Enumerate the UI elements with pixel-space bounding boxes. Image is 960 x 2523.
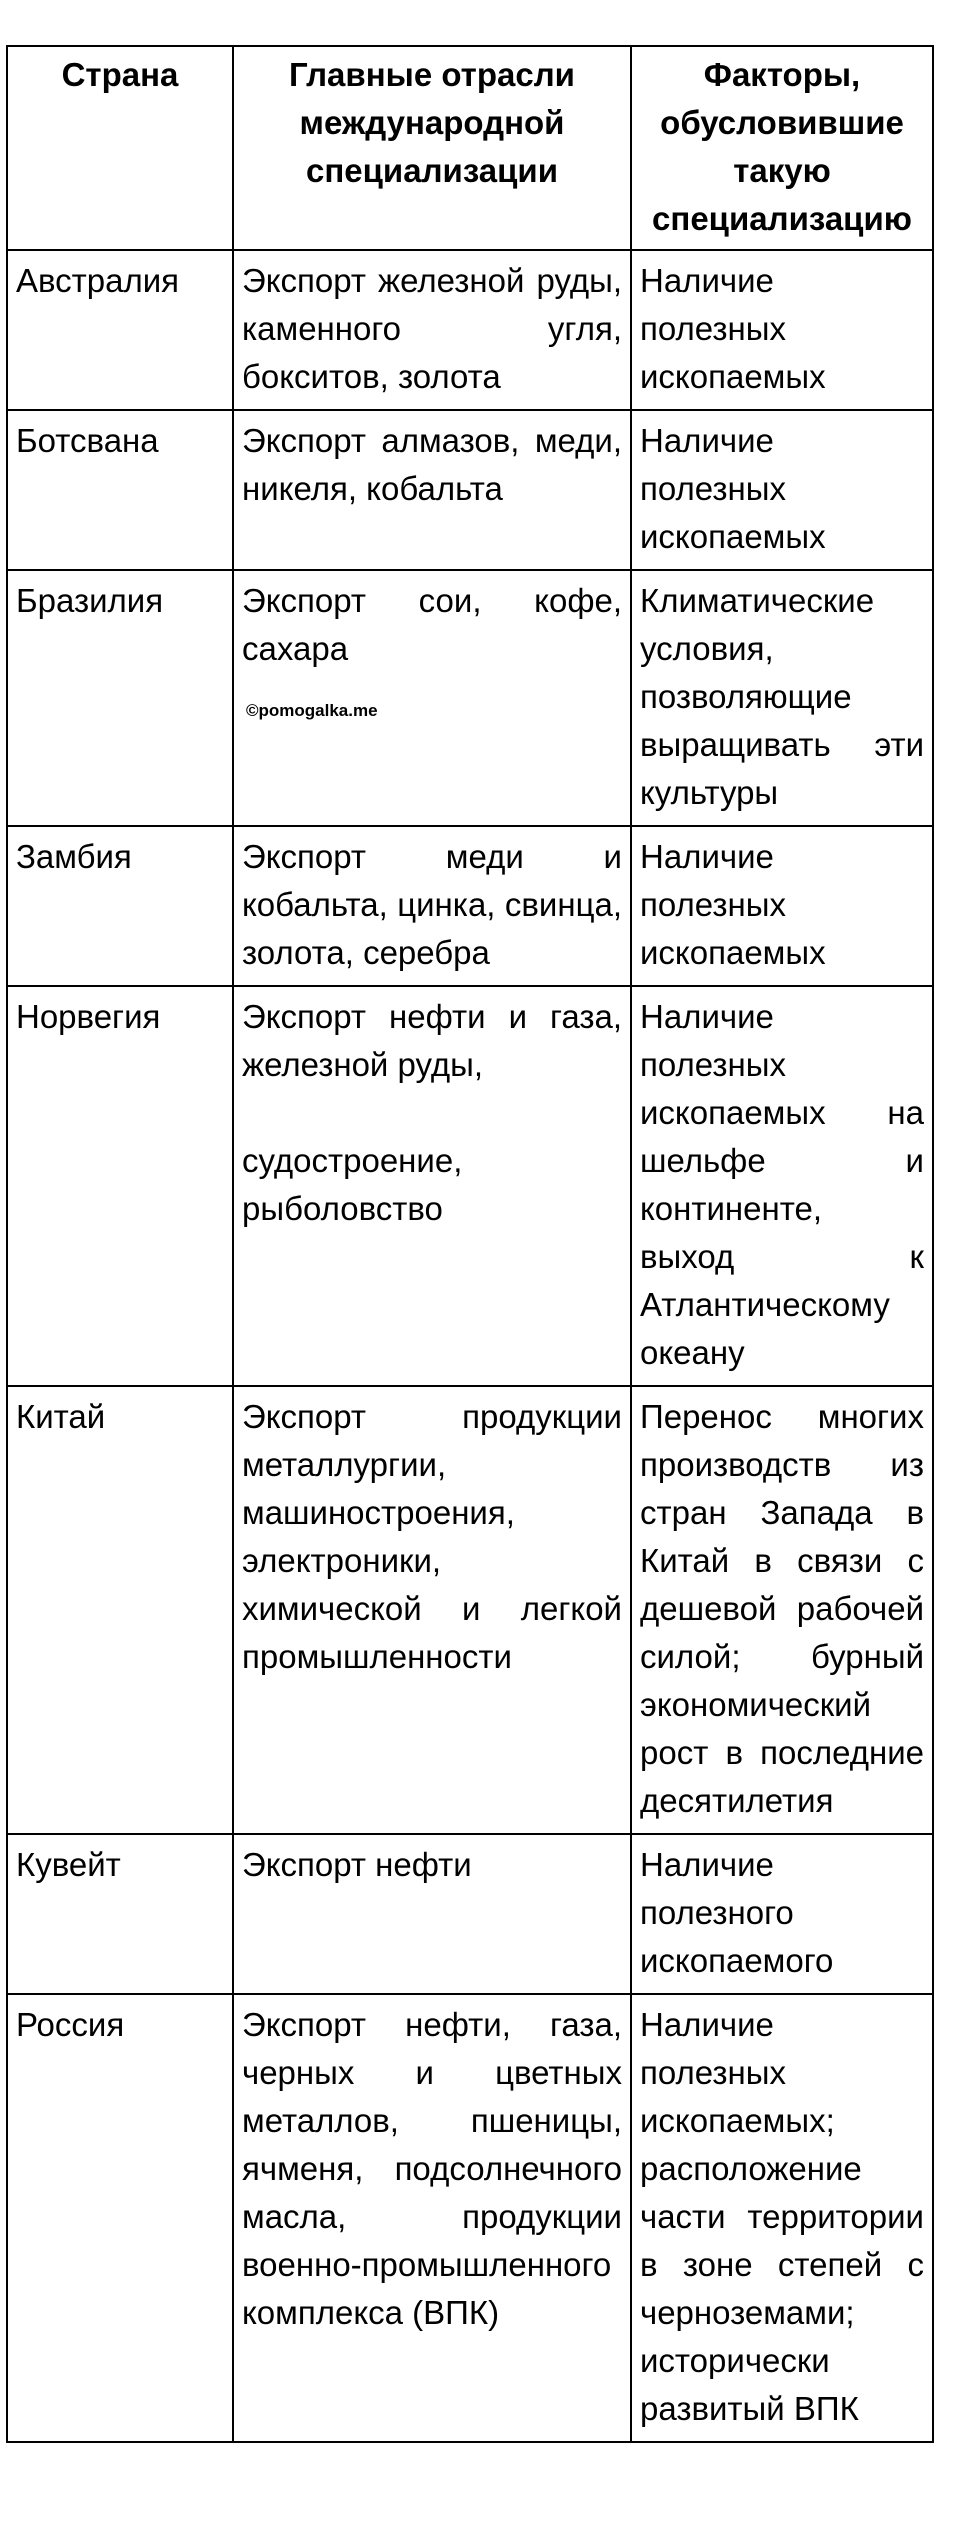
industries-cell: Экспорт алмазов, меди, никеля, кобальта bbox=[233, 410, 631, 570]
table-row bbox=[7, 1834, 933, 1994]
factors-cell: Наличие полезных ископаемых на шельфе и континенте, выход к Атлантическому океану bbox=[631, 986, 933, 1386]
country-cell: Норвегия bbox=[7, 986, 233, 1386]
table-row bbox=[7, 986, 933, 1386]
industries-cell: Экспорт продукции металлургии, машиностроения, электроники, химической и легкой промышленности bbox=[233, 1386, 631, 1834]
table-row bbox=[7, 826, 933, 986]
country-cell: Австралия bbox=[7, 250, 233, 410]
factors-cell: Наличие полезного ископаемого bbox=[631, 1834, 933, 1994]
industries-cell: Экспорт меди и кобальта, цинка, свинца, золота, серебра bbox=[233, 826, 631, 986]
factors-cell: Наличие полезных ископаемых bbox=[631, 826, 933, 986]
factors-cell: Наличие полезных ископаемых bbox=[631, 250, 933, 410]
factors-cell: Наличие полезных ископаемых bbox=[631, 410, 933, 570]
table-row bbox=[7, 1994, 933, 2442]
factors-cell: Наличие полезных ископаемых; расположение части территории в зоне степей с черноземами; исторически развитый ВПК bbox=[631, 1994, 933, 2442]
industries-cell: Экспорт нефти bbox=[233, 1834, 631, 1994]
specialization-table bbox=[6, 45, 934, 2443]
header-country: Страна bbox=[7, 46, 233, 250]
country-cell: Китай bbox=[7, 1386, 233, 1834]
factors-cell: Перенос многих производств из стран Запада в Китай в связи с дешевой рабочей силой; бурный экономический рост в последние десятилетия bbox=[631, 1386, 933, 1834]
table-row bbox=[7, 250, 933, 410]
factors-cell: Климатические условия, позволяющие выращивать эти культуры bbox=[631, 570, 933, 826]
watermark-text: ©pomogalka.me bbox=[246, 701, 378, 720]
country-cell: Россия bbox=[7, 1994, 233, 2442]
industries-cell bbox=[233, 570, 631, 826]
industries-cell: Экспорт нефти, газа, черных и цветных металлов, пшеницы, ячменя, подсолнечного масла, продукции военно-промышленного комплекса (ВПК) bbox=[233, 1994, 631, 2442]
country-cell: Бразилия bbox=[7, 570, 233, 826]
header-industries: Главные отрасли международной специализации bbox=[233, 46, 631, 250]
country-cell: Кувейт bbox=[7, 1834, 233, 1994]
country-cell: Ботсвана bbox=[7, 410, 233, 570]
industries-cell: Экспорт железной руды, каменного угля, бокситов, золота bbox=[233, 250, 631, 410]
industries-text: Экспорт сои, кофе, сахара bbox=[242, 582, 622, 667]
table-row bbox=[7, 410, 933, 570]
header-factors: Факторы, обусловившие такую специализацию bbox=[631, 46, 933, 250]
table-row bbox=[7, 1386, 933, 1834]
table-row bbox=[7, 570, 933, 826]
table-header-row bbox=[7, 46, 933, 250]
industries-cell: Экспорт нефти и газа, железной руды, судостроение, рыболовство bbox=[233, 986, 631, 1386]
country-cell: Замбия bbox=[7, 826, 233, 986]
